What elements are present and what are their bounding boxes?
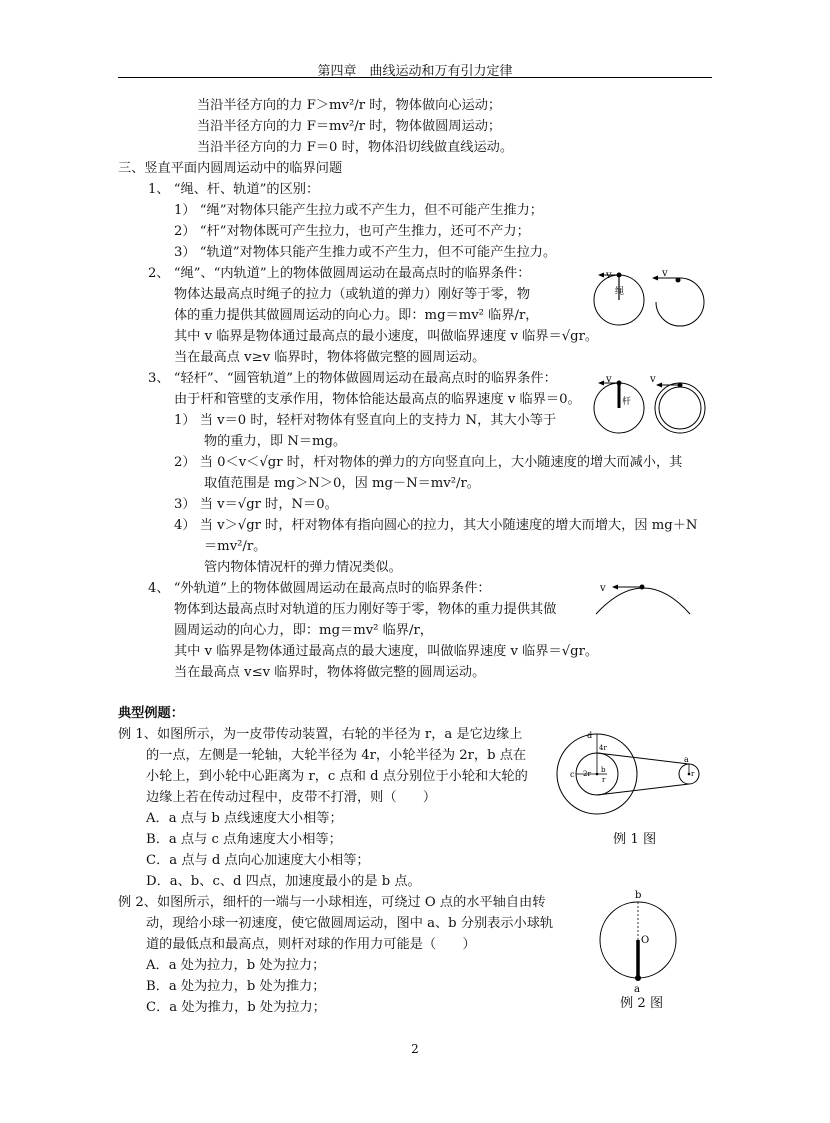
option-b: B．a 点与 c 点角速度大小相等； bbox=[146, 832, 342, 847]
text-line: 由于杆和管壁的支承作用，物体恰能达最高点的临界速度 v 临界＝0。 bbox=[174, 392, 581, 407]
figure-label: 绳 bbox=[615, 287, 625, 297]
figure-label: v bbox=[662, 268, 668, 279]
figure-label: b bbox=[601, 766, 606, 774]
text-line: 3、 “轻杆”、“圆管轨道”上的物体做圆周运动在最高点时的临界条件： bbox=[148, 371, 557, 386]
text-line: 管内物体情况杆的弹力情况类似。 bbox=[204, 560, 402, 575]
text-line: 当在最高点 v≤v 临界时，物体将做完整的圆周运动。 bbox=[174, 665, 486, 680]
text-line: 当沿半径方向的力 F＝0 时，物体沿切线做直线运动。 bbox=[197, 140, 514, 155]
text-line: 当沿半径方向的力 F＝mv²/r 时，物体做圆周运动； bbox=[197, 119, 502, 134]
figure-label: 4r bbox=[599, 744, 607, 752]
page-header: 第四章 曲线运动和万有引力定律 bbox=[317, 64, 513, 79]
figure-label: c bbox=[570, 770, 575, 779]
text-line: 例 2、如图所示，细杆的一端与一小球相连，可绕过 O 点的水平轴自由转 bbox=[118, 895, 546, 910]
figure-label: v bbox=[606, 374, 612, 385]
text-line: 其中 v 临界是物体通过最高点的最大速度，叫做临界速度 v 临界＝√gr。 bbox=[174, 644, 599, 659]
rod-ball-figure bbox=[598, 888, 678, 994]
option-b: B．a 处为拉力，b 处为推力； bbox=[146, 979, 326, 994]
text-line: 当在最高点 v≥v 临界时，物体将做完整的圆周运动。 bbox=[174, 350, 486, 365]
text-line: 动，现给小球一初速度，使它做圆周运动，图中 a、b 分别表示小球轨 bbox=[146, 916, 554, 931]
figure-caption: 例 1 图 bbox=[613, 832, 657, 847]
text-line: ＝mv²/r。 bbox=[204, 539, 267, 554]
text-line: 圆周运动的向心力，即：mg＝mv² 临界/r， bbox=[174, 623, 433, 638]
rod-tube-figure bbox=[594, 372, 714, 442]
text-line: 1） 当 v＝0 时，轻杆对物体有竖直向上的支持力 N，其大小等于 bbox=[174, 413, 557, 428]
belt-drive-figure bbox=[555, 726, 705, 828]
text-line: 2） 当 0＜v＜√gr 时，杆对物体的弹力的方向竖直向上，大小随速度的增大而减小，其 bbox=[174, 455, 683, 470]
option-c: C．a 处为推力，b 处为拉力； bbox=[146, 1000, 326, 1015]
text-line: 3） “轨道”对物体只能产生推力或不产生力，但不可能产生拉力。 bbox=[174, 245, 557, 260]
text-line: 体的重力提供其做圆周运动的向心力。即：mg＝mv² 临界/r， bbox=[174, 308, 539, 323]
text-line: 例 1、如图所示，为一皮带传动装置，右轮的半径为 r，a 是它边缘上 bbox=[118, 727, 523, 742]
option-a: A．a 点与 b 点线速度大小相等； bbox=[146, 811, 343, 826]
figure-label: 2r bbox=[583, 770, 591, 778]
figure-label: v bbox=[600, 583, 606, 594]
header-rule bbox=[118, 77, 712, 78]
text-line: 道的最低点和最高点，则杆对球的作用力可能是（ ） bbox=[146, 937, 476, 952]
rope-inner-track-figure bbox=[594, 264, 714, 334]
figure-label: r bbox=[602, 776, 606, 784]
text-line: 2） “杆”对物体既可产生拉力，也可产生推力，还可不产力； bbox=[174, 224, 530, 239]
text-line: 1） “绳”对物体只能产生拉力或不产生力，但不可能产生推力； bbox=[174, 203, 543, 218]
text-line: 1、 “绳、杆、轨道”的区别： bbox=[148, 182, 320, 197]
text-line: 其中 v 临界是物体通过最高点的最小速度，叫做临界速度 v 临界＝√gr。 bbox=[174, 329, 599, 344]
figure-label: a bbox=[634, 984, 640, 995]
text-line: 物的重力，即 N＝mg。 bbox=[204, 434, 347, 449]
figure-label: O bbox=[641, 935, 650, 946]
section-heading: 三、竖直平面内圆周运动中的临界问题 bbox=[118, 161, 343, 176]
figure-caption: 例 2 图 bbox=[620, 996, 664, 1011]
text-line: 物体达最高点时绳子的拉力（或轨道的弹力）刚好等于零，物 bbox=[174, 287, 531, 302]
text-line: 当沿半径方向的力 F＞mv²/r 时，物体做向心运动； bbox=[197, 98, 502, 113]
text-line: 边缘上若在传动过程中，皮带不打滑，则（ ） bbox=[146, 790, 437, 805]
option-a: A．a 处为拉力，b 处为拉力； bbox=[146, 958, 326, 973]
figure-label: r bbox=[691, 770, 695, 778]
option-c: C．a 点与 d 点向心加速度大小相等； bbox=[146, 853, 370, 868]
page-number: 2 bbox=[411, 1042, 419, 1056]
text-line: 3） 当 v＝√gr 时，N＝0。 bbox=[174, 497, 338, 512]
figure-label: d bbox=[587, 731, 593, 740]
text-line: 物体到达最高点时对轨道的压力刚好等于零，物体的重力提供其做 bbox=[174, 602, 557, 617]
figure-label: v bbox=[650, 374, 656, 385]
section-heading: 典型例题： bbox=[118, 706, 184, 721]
figure-label: 杆 bbox=[622, 397, 632, 407]
text-line: 的一点，左侧是一轮轴，大轮半径为 4r，小轮半径为 2r，b 点在 bbox=[146, 748, 527, 763]
figure-label: b bbox=[635, 890, 642, 901]
figure-label: v bbox=[606, 270, 612, 281]
text-line: 取值范围是 mg＞N＞0，因 mg－N＝mv²/r。 bbox=[204, 476, 480, 491]
text-line: 4） 当 v＞√gr 时，杆对物体有指向圆心的拉力，其大小随速度的增大而增大，因 mg＋N bbox=[174, 518, 698, 533]
text-line: 小轮上，到小轮中心距离为 r，c 点和 d 点分别位于小轮和大轮的 bbox=[146, 769, 528, 784]
figure-label: a bbox=[684, 755, 689, 764]
text-line: 2、 “绳”、“内轨道”上的物体做圆周运动在最高点时的临界条件： bbox=[148, 266, 531, 281]
option-d: D．a、b、c、d 四点，加速度最小的是 b 点。 bbox=[146, 874, 421, 889]
outer-track-figure bbox=[594, 574, 694, 620]
text-line: 4、 “外轨道”上的物体做圆周运动在最高点时的临界条件： bbox=[148, 581, 491, 596]
